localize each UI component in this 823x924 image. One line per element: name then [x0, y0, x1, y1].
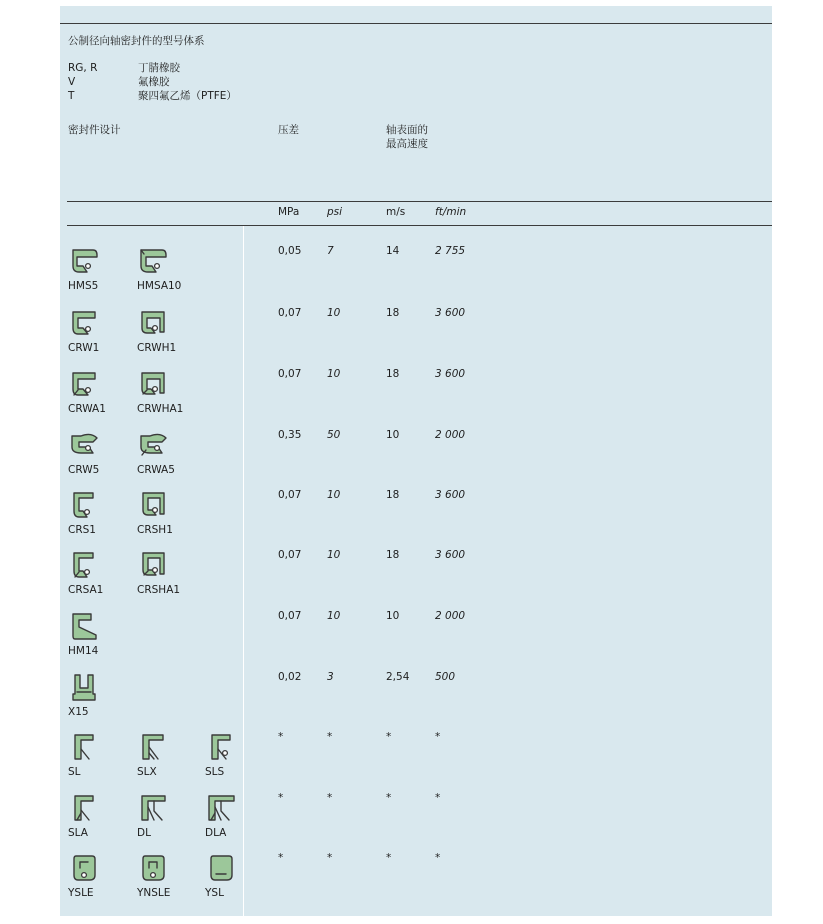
ysle-seal-icon: [69, 853, 99, 883]
cell-mpa: 0,05: [278, 245, 302, 257]
header-rule: [67, 201, 772, 202]
crsha-seal-icon: [138, 550, 168, 580]
cell-mpa: 0,07: [278, 368, 302, 380]
cell-mpa: *: [278, 792, 284, 804]
column-divider: [243, 226, 244, 916]
cell-psi: 7: [327, 245, 334, 257]
page-title: 公制径向轴密封件的型号体系: [68, 35, 205, 47]
cell-ms: *: [386, 731, 392, 743]
sla-seal-icon: [69, 793, 99, 823]
seal-designation-label: CRWA1: [68, 403, 106, 415]
seal-designation-label: CRSA1: [68, 584, 104, 596]
cell-ftmin: 2 000: [435, 610, 466, 622]
seal-designation-label: CRWH1: [137, 342, 177, 354]
hms-seal-icon: [69, 246, 99, 276]
cell-ftmin: 3 600: [435, 307, 466, 319]
cell-psi: 10: [327, 307, 341, 319]
cell-ftmin: 500: [435, 671, 456, 683]
cell-psi: 3: [327, 671, 334, 683]
cell-psi: 10: [327, 489, 341, 501]
cell-mpa: 0,07: [278, 307, 302, 319]
sl-seal-icon: [69, 732, 99, 762]
cell-mpa: 0,07: [278, 610, 302, 622]
crw5-seal-icon: [69, 430, 99, 460]
cell-mpa: *: [278, 731, 284, 743]
seal-designation-label: CRW5: [68, 464, 100, 476]
unit-ftmin: ft/min: [435, 206, 467, 218]
cell-ms: 10: [386, 429, 400, 441]
seal-designation-label: HMS5: [68, 280, 99, 292]
slx-seal-icon: [138, 732, 168, 762]
units-rule: [67, 225, 772, 226]
cell-mpa: 0,02: [278, 671, 302, 683]
cell-psi: *: [327, 731, 333, 743]
sls-seal-icon: [206, 732, 236, 762]
cell-mpa: 0,35: [278, 429, 302, 441]
cell-ftmin: 3 600: [435, 489, 466, 501]
material-name: 氟橡胶: [138, 76, 170, 88]
seal-designation-label: DL: [137, 827, 151, 839]
cell-ms: *: [386, 792, 392, 804]
hmsa-seal-icon: [138, 246, 168, 276]
top-rule: [60, 23, 772, 24]
cell-psi: 10: [327, 549, 341, 561]
seal-designation-label: CRS1: [68, 524, 96, 536]
seal-designation-label: CRWA5: [137, 464, 175, 476]
seal-designation-label: HM14: [68, 645, 99, 657]
crwh-seal-icon: [138, 308, 168, 338]
crsa-seal-icon: [69, 550, 99, 580]
cell-ms: *: [386, 852, 392, 864]
crwa5-seal-icon: [138, 430, 168, 460]
seal-designation-label: X15: [68, 706, 89, 718]
cell-ftmin: *: [435, 852, 441, 864]
cell-ftmin: 3 600: [435, 368, 466, 380]
material-code: V: [68, 76, 76, 88]
cell-mpa: *: [278, 852, 284, 864]
material-code: RG, R: [68, 62, 98, 74]
seal-designation-label: CRSH1: [137, 524, 173, 536]
header-speed: 轴表面的: [386, 124, 428, 136]
material-code: T: [68, 90, 75, 102]
unit-mpa: MPa: [278, 206, 300, 218]
seal-designation-label: CRW1: [68, 342, 100, 354]
cell-ftmin: 2 000: [435, 429, 466, 441]
cell-psi: *: [327, 792, 333, 804]
x15-seal-icon: [69, 672, 99, 702]
header-design: 密封件设计: [68, 124, 121, 136]
seal-designation-label: SLX: [137, 766, 157, 778]
crwha-seal-icon: [138, 369, 168, 399]
crwa-seal-icon: [69, 369, 99, 399]
cell-ms: 18: [386, 368, 400, 380]
cell-ms: 10: [386, 610, 400, 622]
seal-designation-label: CRSHA1: [137, 584, 181, 596]
cell-psi: *: [327, 852, 333, 864]
cell-ftmin: 2 755: [435, 245, 466, 257]
ysl-seal-icon: [206, 853, 236, 883]
cell-ms: 2,54: [386, 671, 410, 683]
dla-seal-icon: [206, 793, 236, 823]
seal-designation-label: YSLE: [68, 887, 94, 899]
cell-ms: 18: [386, 307, 400, 319]
crw-seal-icon: [69, 308, 99, 338]
unit-psi: psi: [327, 206, 343, 218]
seal-designation-label: SL: [68, 766, 81, 778]
hm14-seal-icon: [69, 611, 99, 641]
ynsle-seal-icon: [138, 853, 168, 883]
seal-designation-label: YNSLE: [137, 887, 171, 899]
material-name: 丁腈橡胶: [138, 62, 180, 74]
cell-psi: 10: [327, 368, 341, 380]
cell-ftmin: *: [435, 731, 441, 743]
seal-designation-label: YSL: [205, 887, 224, 899]
cell-psi: 50: [327, 429, 341, 441]
cell-mpa: 0,07: [278, 489, 302, 501]
cell-ms: 14: [386, 245, 400, 257]
unit-ms: m/s: [386, 206, 406, 218]
dl-seal-icon: [138, 793, 168, 823]
seal-designation-label: SLA: [68, 827, 88, 839]
cell-ms: 18: [386, 489, 400, 501]
material-name: 聚四氟乙烯（PTFE）: [138, 90, 237, 102]
crsh-seal-icon: [138, 490, 168, 520]
seal-designation-label: SLS: [205, 766, 225, 778]
seal-designation-label: HMSA10: [137, 280, 182, 292]
header-pressure: 压差: [278, 124, 299, 136]
cell-ftmin: 3 600: [435, 549, 466, 561]
cell-mpa: 0,07: [278, 549, 302, 561]
cell-ms: 18: [386, 549, 400, 561]
seal-designation-label: DLA: [205, 827, 227, 839]
cell-psi: 10: [327, 610, 341, 622]
seal-designation-label: CRWHA1: [137, 403, 184, 415]
crs-seal-icon: [69, 490, 99, 520]
header-speed-line2: 最高速度: [386, 138, 428, 150]
cell-ftmin: *: [435, 792, 441, 804]
